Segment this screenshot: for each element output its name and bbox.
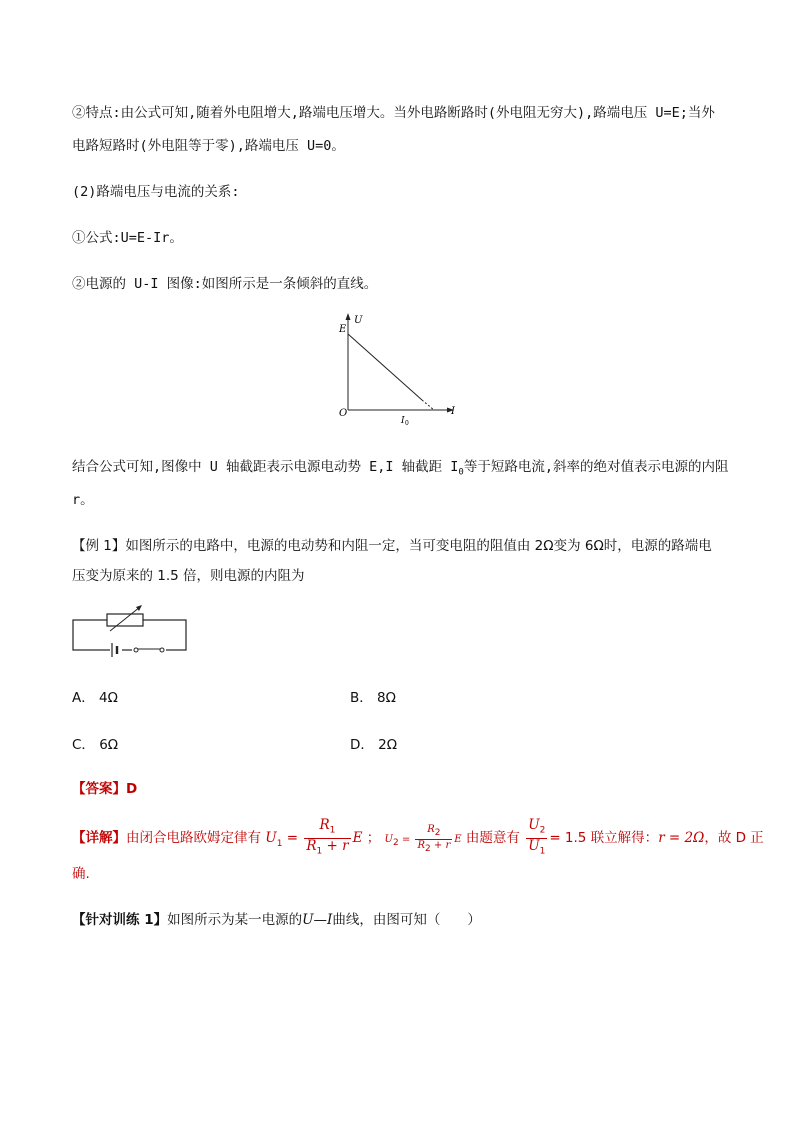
label-I0: I (401, 416, 405, 426)
switch-terminal-right (160, 648, 164, 652)
label-E: E (339, 324, 347, 335)
graph-intro-line: ②电源的 U-I 图像:如图所示是一条倾斜的直线。 (72, 276, 378, 292)
u-i-line (348, 334, 422, 400)
detail-line1: 【详解】由闭合电路欧姆定律有 $U_1$ = $\frac{R_1}{R_1 + r}$ E ； $U_2$ = $\frac{R_2}{R_2 + r}$ E 由题意有 $\frac{U_2}{U_1}$ = 1.5 联立解得：r = 2Ω，故 D 正 (72, 817, 764, 857)
u-i-line-dashed (422, 400, 434, 410)
option-d[interactable]: D． 2Ω (350, 737, 398, 753)
option-a[interactable]: A． 4Ω (72, 690, 118, 706)
paragraph-characteristics-line2: 电路短路时(外电阻等于零),路端电压 U=0。 (72, 138, 345, 154)
section-heading-voltage-current: (2)路端电压与电流的关系: (72, 184, 240, 200)
drill-tag: 【针对训练 1】 (72, 912, 168, 928)
u-axis-arrow (346, 313, 351, 320)
fraction-u2-u1: $\frac{U_2}{U_1}$ (528, 817, 546, 857)
variable-resistor (107, 614, 143, 626)
answer-tag: 【答案】 (72, 781, 126, 797)
example-tag: 【例 1】 (72, 538, 126, 554)
label-I: I (451, 406, 455, 417)
answer-value: D (126, 781, 138, 797)
equation-u2: $U_2$ = $\frac{R_2}{R_2 + r}$ E (384, 823, 462, 854)
example-line1: 【例 1】如图所示的电路中，电源的电动势和内阻一定，当可变电阻的阻值由 2Ω变为 6Ω时，电源的路端电 (72, 538, 712, 554)
paragraph-conclusion-line2: r。 (72, 492, 94, 508)
example-line2: 压变为原来的 1.5 倍，则电源的内阻为 (72, 568, 305, 584)
answer-line (72, 777, 137, 797)
option-b[interactable]: B． 8Ω (350, 690, 396, 706)
detail-tag: 【详解】 (72, 830, 126, 847)
label-U: U (354, 315, 363, 326)
option-c[interactable]: C． 6Ω (72, 737, 119, 753)
label-I0-sub: 0 (405, 420, 409, 427)
detail-line2: 确. (72, 866, 90, 882)
switch-terminal-left (134, 648, 138, 652)
formula-line: ①公式:U=E-Ir。 (72, 230, 183, 246)
paragraph-conclusion-line1: 结合公式可知,图像中 U 轴截距表示电源电动势 E,I 轴截距 $I_0$等于短路电流,斜率的绝对值表示电源的内阻 (72, 459, 729, 478)
drill-line: 【针对训练 1】如图所示为某一电源的U—I曲线，由图可知（ ） (72, 912, 481, 928)
fraction-r1: $\frac{R_1}{R_1 + r}$ (306, 817, 349, 857)
paragraph-characteristics-line1: ②特点:由公式可知,随着外电阻增大,路端电压增大。当外电路断路时(外电阻无穷大),路端电压 U=E;当外 (72, 105, 715, 121)
u-i-graph (330, 310, 470, 428)
circuit-diagram (70, 603, 192, 665)
label-O: O (339, 408, 348, 419)
